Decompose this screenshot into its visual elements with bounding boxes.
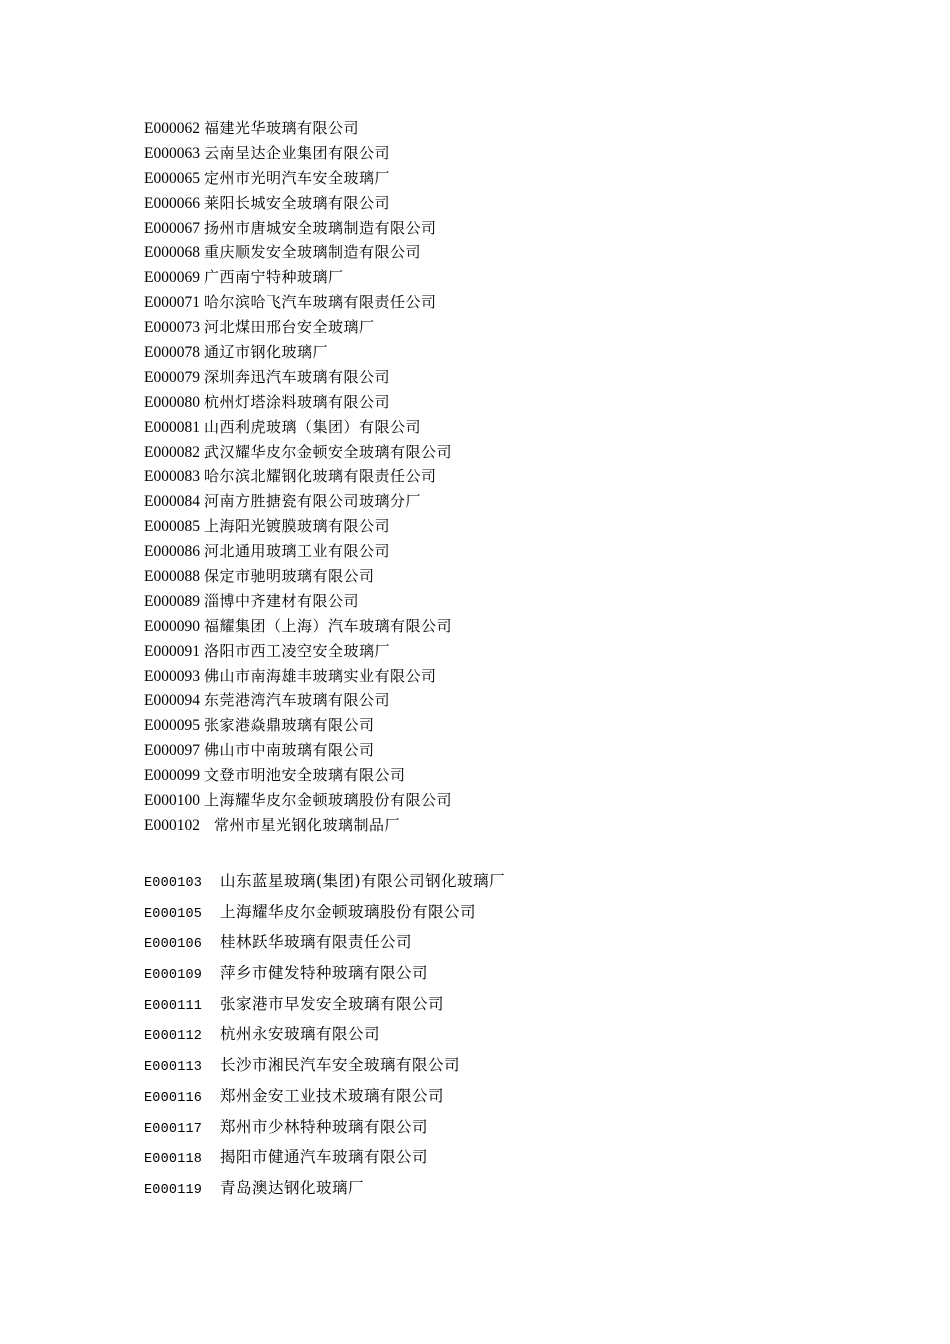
company-code: E000084 [144, 493, 200, 511]
company-list-section-2 [144, 866, 505, 1204]
list-item [144, 927, 505, 958]
company-name: 云南呈达企业集团有限公司 [203, 143, 390, 162]
company-code: E000095 [144, 717, 200, 735]
list-item [144, 1142, 505, 1173]
list-item [144, 589, 452, 614]
list-item [144, 290, 452, 315]
company-name: 哈尔滨北耀钢化玻璃有限责任公司 [203, 467, 437, 486]
list-item [144, 191, 452, 216]
company-name: 武汉耀华皮尔金顿安全玻璃有限公司 [203, 442, 452, 461]
company-code: E000085 [144, 518, 200, 536]
list-item [144, 116, 452, 141]
company-name: 常州市星光钢化玻璃制品厂 [213, 815, 400, 834]
company-code: E000090 [144, 617, 200, 635]
list-item [144, 866, 505, 897]
company-name: 萍乡市健发特种玻璃有限公司 [220, 964, 429, 983]
company-code: E000111 [144, 998, 203, 1014]
list-item [144, 713, 452, 738]
company-code: E000086 [144, 543, 200, 561]
list-item [144, 813, 452, 838]
company-code: E000063 [144, 144, 200, 162]
company-name: 山西利虎玻璃（集团）有限公司 [203, 417, 421, 436]
company-name: 河北煤田邢台安全玻璃厂 [203, 318, 375, 337]
company-code: E000102 [144, 816, 200, 834]
list-item [144, 489, 452, 514]
company-name: 杭州灯塔涂料玻璃有限公司 [203, 392, 390, 411]
list-item [144, 763, 452, 788]
list-item [144, 1112, 505, 1143]
list-item [144, 1081, 505, 1112]
list-item [144, 1173, 505, 1204]
company-code: E000065 [144, 169, 200, 187]
company-code: E000118 [144, 1152, 203, 1168]
list-item [144, 240, 452, 265]
list-item [144, 688, 452, 713]
company-code: E000109 [144, 968, 203, 984]
company-code: E000068 [144, 244, 200, 262]
list-item [144, 1019, 505, 1050]
company-code: E000067 [144, 219, 200, 237]
company-name: 保定市驰明玻璃有限公司 [203, 567, 375, 586]
company-name: 张家港焱鼎玻璃有限公司 [203, 716, 375, 735]
company-code: E000081 [144, 418, 200, 436]
list-item [144, 415, 452, 440]
company-name: 哈尔滨哈飞汽车玻璃有限责任公司 [203, 293, 437, 312]
company-code: E000099 [144, 767, 200, 785]
company-name: 东莞港湾汽车玻璃有限公司 [203, 691, 390, 710]
company-name: 广西南宁特种玻璃厂 [203, 268, 344, 287]
company-name: 杭州永安玻璃有限公司 [220, 1025, 381, 1044]
company-name: 深圳奔迅汽车玻璃有限公司 [203, 367, 390, 386]
company-name: 莱阳长城安全玻璃有限公司 [203, 193, 390, 212]
list-item [144, 464, 452, 489]
company-code: E000112 [144, 1029, 203, 1045]
company-code: E000066 [144, 194, 200, 212]
company-code: E000093 [144, 667, 200, 685]
company-name: 福耀集团（上海）汽车玻璃有限公司 [203, 616, 452, 635]
company-code: E000113 [144, 1060, 203, 1076]
company-name: 青岛澳达钢化玻璃厂 [220, 1178, 365, 1197]
company-code: E000117 [144, 1121, 203, 1137]
company-code: E000105 [144, 906, 203, 922]
company-code: E000082 [144, 443, 200, 461]
list-item [144, 788, 452, 813]
company-name: 文登市明池安全玻璃有限公司 [203, 766, 406, 785]
company-name: 上海耀华皮尔金顿玻璃股份有限公司 [220, 902, 477, 921]
company-code: E000103 [144, 876, 203, 891]
list-item [144, 390, 452, 415]
company-name: 重庆顺发安全玻璃制造有限公司 [203, 243, 421, 262]
list-item [144, 639, 452, 664]
company-code: E000106 [144, 937, 203, 953]
list-item [144, 1050, 505, 1081]
company-name: 福建光华玻璃有限公司 [203, 119, 359, 137]
list-item [144, 440, 452, 465]
company-name: 佛山市中南玻璃有限公司 [203, 741, 375, 760]
company-name: 淄博中齐建材有限公司 [203, 591, 359, 610]
company-code: E000088 [144, 568, 200, 586]
company-code: E000100 [144, 792, 200, 810]
company-name: 上海阳光镀膜玻璃有限公司 [203, 517, 390, 536]
company-code: E000091 [144, 642, 200, 660]
list-item [144, 564, 452, 589]
company-name: 桂林跃华玻璃有限责任公司 [220, 933, 413, 952]
company-name: 上海耀华皮尔金顿玻璃股份有限公司 [203, 791, 452, 810]
company-list-section-1 [144, 116, 452, 838]
list-item [144, 539, 452, 564]
list-item [144, 514, 452, 539]
company-code: E000080 [144, 393, 200, 411]
company-name: 扬州市唐城安全玻璃制造有限公司 [203, 218, 437, 237]
company-name: 郑州市少林特种玻璃有限公司 [220, 1117, 429, 1136]
company-name: 揭阳市健通汽车玻璃有限公司 [220, 1148, 429, 1167]
company-code: E000083 [144, 468, 200, 486]
company-code: E000079 [144, 368, 200, 386]
company-name: 通辽市钢化玻璃厂 [203, 343, 328, 362]
list-item [144, 897, 505, 928]
company-name: 佛山市南海雄丰玻璃实业有限公司 [203, 666, 437, 685]
company-name: 郑州金安工业技术玻璃有限公司 [220, 1086, 445, 1105]
company-code: E000119 [144, 1182, 203, 1198]
company-name: 长沙市湘民汽车安全玻璃有限公司 [220, 1056, 461, 1075]
list-item [144, 664, 452, 689]
list-item [144, 340, 452, 365]
company-name: 洛阳市西工凌空安全玻璃厂 [203, 641, 390, 660]
company-code: E000062 [144, 120, 200, 137]
company-code: E000089 [144, 592, 200, 610]
company-name: 山东蓝星玻璃(集团)有限公司钢化玻璃厂 [220, 872, 506, 890]
company-code: E000078 [144, 344, 200, 362]
list-item [144, 166, 452, 191]
company-code: E000073 [144, 319, 200, 337]
company-code: E000094 [144, 692, 200, 710]
company-name: 定州市光明汽车安全玻璃厂 [203, 168, 390, 187]
company-code: E000097 [144, 742, 200, 760]
list-item [144, 315, 452, 340]
company-name: 张家港市早发安全玻璃有限公司 [220, 994, 445, 1013]
list-item [144, 614, 452, 639]
company-code: E000071 [144, 294, 200, 312]
list-item [144, 216, 452, 241]
company-name: 河南方胜搪瓷有限公司玻璃分厂 [203, 492, 421, 511]
list-item [144, 141, 452, 166]
company-code: E000116 [144, 1090, 203, 1106]
list-item [144, 265, 452, 290]
list-item [144, 365, 452, 390]
list-item [144, 989, 505, 1020]
company-name: 河北通用玻璃工业有限公司 [203, 542, 390, 561]
company-code: E000069 [144, 269, 200, 287]
list-item [144, 958, 505, 989]
list-item [144, 738, 452, 763]
